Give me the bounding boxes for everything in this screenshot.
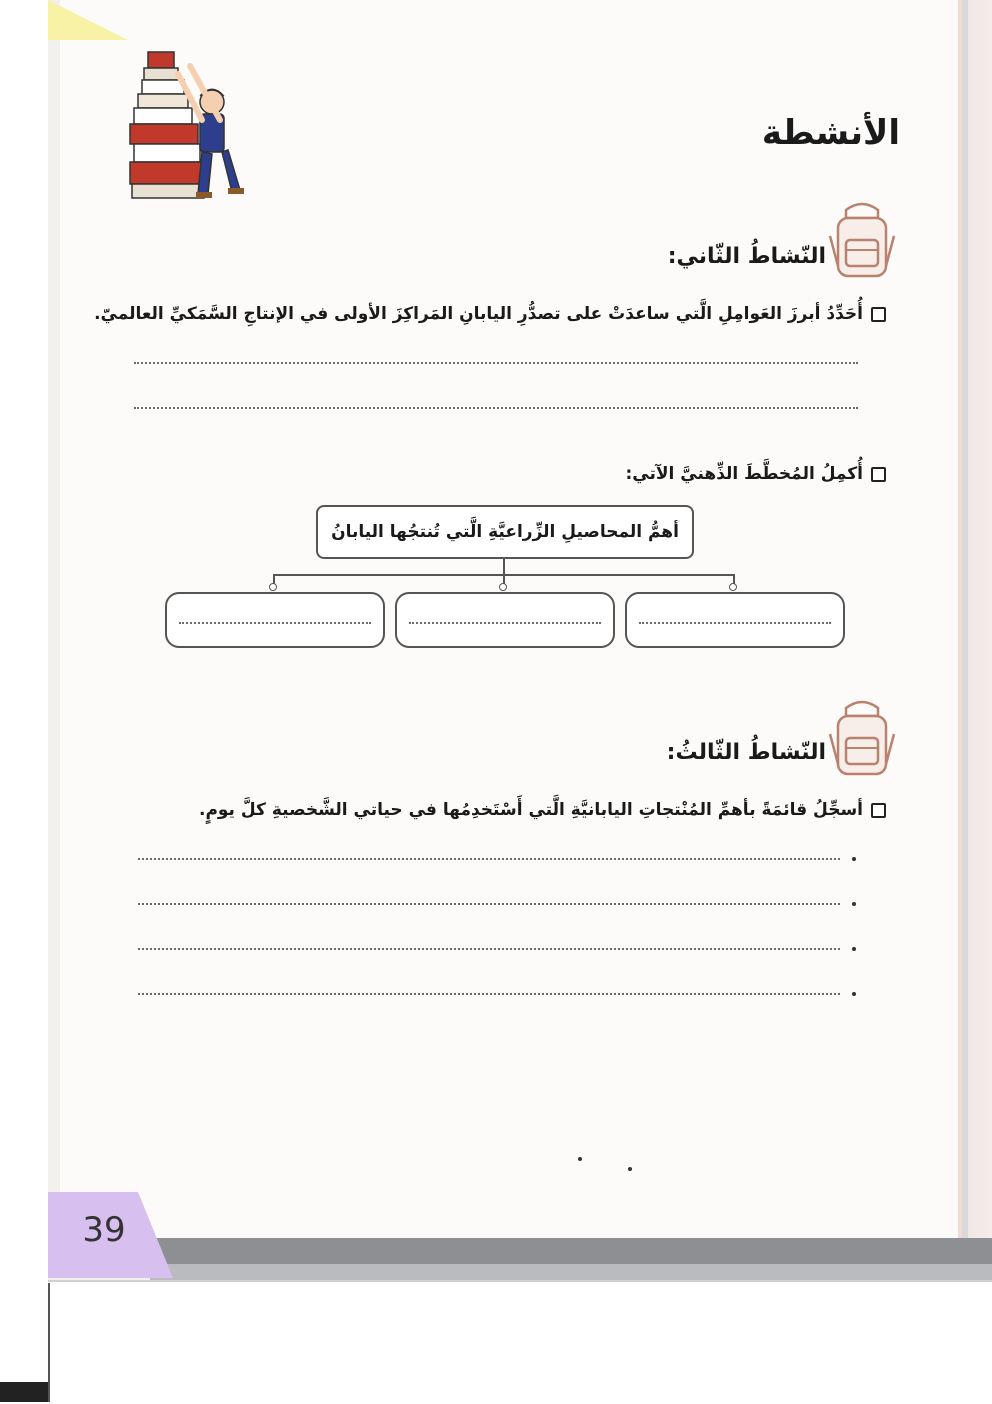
activity-2-heading: النّشاطُ الثّاني: [667, 244, 826, 269]
checkbox-icon[interactable] [871, 803, 886, 818]
books-and-boy-illustration-icon [128, 44, 246, 202]
answer-line[interactable] [138, 858, 840, 860]
backpack-icon [826, 196, 898, 286]
list-bullet [852, 857, 856, 861]
mind-map-answer-box[interactable] [395, 592, 615, 648]
mind-map-node [499, 583, 507, 591]
list-bullet [852, 992, 856, 996]
question-text: أُحَدِّدُ أبرزَ العَوامِلِ الَّتي ساعدَتْ على تصدُّرِ اليابانِ المَراكِزَ الأولى في الإنتاجِ السَّمَكيِّ العالميّ. [94, 304, 863, 324]
mind-map-node [729, 583, 737, 591]
mind-map-connector [503, 557, 505, 575]
scan-speck [578, 1157, 582, 1161]
bottom-bar-shadow [150, 1264, 992, 1280]
activity-2-question-2 [500, 460, 886, 488]
question-text: أسجِّلُ قائمَةً بأهمِّ المُنْتجاتِ اليابانيَّةِ الَّتي أَسْتَخدِمُها في حياتي الشَّخصيةِ كلَّ يومٍ. [198, 800, 863, 820]
activity-3-question-1 [200, 796, 886, 824]
backpack-icon [826, 694, 898, 784]
list-bullet [852, 902, 856, 906]
answer-line [639, 622, 831, 624]
checkbox-icon[interactable] [871, 307, 886, 322]
answer-line[interactable] [138, 903, 840, 905]
next-page-edge [48, 1280, 992, 1404]
mind-map-answer-box[interactable] [625, 592, 845, 648]
question-text: أُكمِلُ المُخطَّطَ الذِّهنيَّ الآتي: [625, 464, 863, 484]
answer-line [179, 622, 371, 624]
mind-map-title-box: أهمُّ المحاصيلِ الزِّراعيَّةِ الَّتي تُنتجُها اليابانُ [316, 505, 694, 559]
answer-line [409, 622, 601, 624]
scan-speck [628, 1167, 632, 1171]
mind-map-node [269, 583, 277, 591]
checkbox-icon[interactable] [871, 467, 886, 482]
page-right-edge-shade [968, 0, 992, 1240]
mind-map-answer-box[interactable] [165, 592, 385, 648]
list-bullet [852, 947, 856, 951]
answer-line[interactable] [134, 407, 858, 409]
scan-edge [0, 1382, 48, 1402]
answer-line[interactable] [138, 993, 840, 995]
bottom-bar [150, 1238, 992, 1264]
activity-2-question-1 [94, 300, 886, 328]
activity-3-heading: النّشاطُ الثّالثُ: [666, 740, 826, 765]
answer-line[interactable] [138, 948, 840, 950]
page-title: الأنشطة [761, 113, 900, 153]
answer-line[interactable] [134, 362, 858, 364]
scan-edge-line [48, 1283, 50, 1402]
page-number: 39 [82, 1210, 126, 1250]
